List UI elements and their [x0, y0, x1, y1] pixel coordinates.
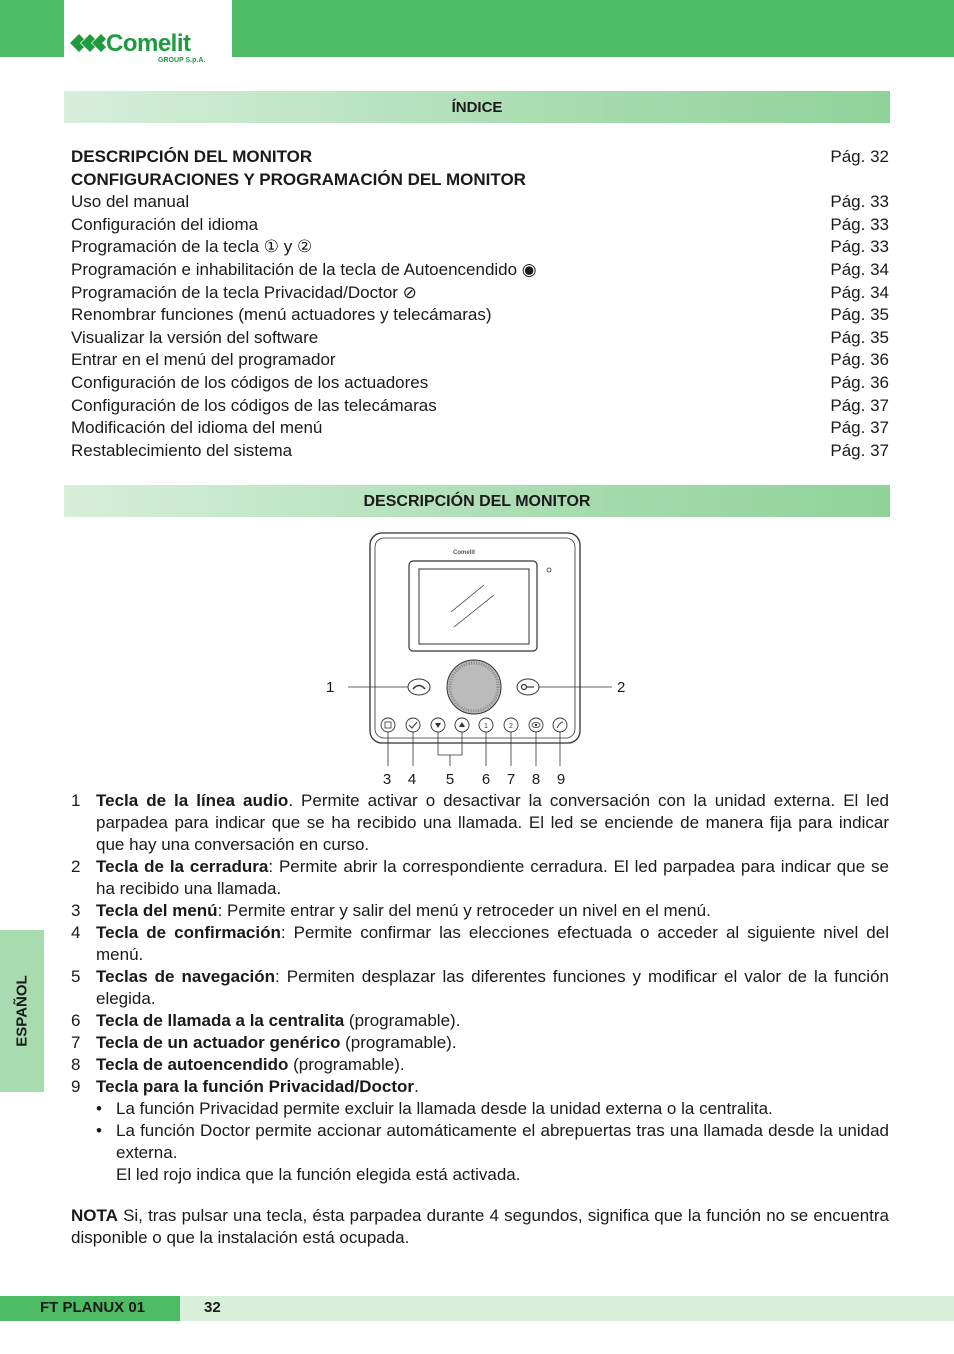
item-number: 6	[71, 1011, 81, 1030]
toc-row	[71, 349, 889, 372]
toc-title: Restablecimiento del sistema	[71, 440, 293, 460]
brand-name: Comelit	[106, 30, 191, 57]
toc-title: Programación de la tecla Privacidad/Doctor ⊘	[71, 282, 417, 302]
item-text: . Permite activar o desactivar la conversación con la unidad externa. El led parpadea para indicar que se ha recibido una llamada. El led se enciende de manera fija para indicar que hay una conversación en curso.	[96, 791, 889, 854]
monitor-diagram	[320, 530, 640, 790]
list-item	[71, 900, 889, 922]
toc-page: Pág. 36	[830, 372, 889, 392]
screen-frame	[409, 561, 537, 651]
toc-page: Pág. 33	[830, 214, 889, 234]
privacy-key	[553, 718, 567, 732]
list-item	[71, 966, 889, 1010]
list-item	[71, 1010, 889, 1032]
menu-icon	[385, 722, 391, 728]
callout-9: 9	[556, 771, 566, 788]
toc-title: Programación de la tecla ① y ②	[71, 237, 313, 257]
callout-1: 1	[326, 679, 335, 696]
toc-row	[71, 191, 889, 214]
toc-page: Pág. 35	[830, 327, 889, 347]
item-text: : Permiten desplazar las diferentes funciones y modificar el valor de la función elegida.	[96, 967, 889, 1008]
toc-page: Pág. 37	[830, 395, 889, 415]
item-text: (programable).	[340, 1033, 457, 1052]
callout-5: 5	[445, 771, 455, 788]
brand-sub: GROUP S.p.A.	[158, 57, 206, 64]
callout-6: 6	[481, 771, 491, 788]
side-tab-label: ESPAÑOL	[13, 975, 31, 1047]
led-note: El led rojo indica que la función elegida está activada.	[116, 1165, 521, 1184]
item-number: 3	[71, 901, 81, 920]
footer-bar	[0, 1296, 954, 1321]
toc-title: Renombrar funciones (menú actuadores y telecámaras)	[71, 305, 492, 325]
bullet-doctor: • La función Doctor permite accionar automáticamente el abrepuertas tras una llamada desde la unidad externa.	[96, 1121, 889, 1162]
toc-row	[71, 372, 889, 395]
comelit-logo-icon	[70, 30, 106, 56]
toc-title: Programación e inhabilitación de la tecla de Autoencendido ◉	[71, 259, 537, 279]
key-descriptions	[71, 790, 889, 1186]
item-title: Tecla de la cerradura	[96, 857, 269, 876]
toc-page: Pág. 34	[830, 259, 889, 279]
item-title: Tecla de un actuador genérico	[96, 1033, 341, 1052]
item-title: Teclas de navegación	[96, 967, 276, 986]
toc-title: Entrar en el menú del programador	[71, 350, 336, 370]
item-number: 7	[71, 1033, 81, 1052]
item-number: 8	[71, 1055, 81, 1074]
document-code: FT PLANUX 01	[40, 1299, 146, 1316]
callout-2: 2	[617, 679, 626, 696]
toc-title: CONFIGURACIONES Y PROGRAMACIÓN DEL MONITOR	[71, 169, 526, 189]
check-icon	[409, 722, 417, 728]
toc-page: Pág. 34	[830, 282, 889, 302]
index-section-bar	[64, 91, 890, 123]
svg-text:1: 1	[484, 723, 488, 730]
bullet-privacy: • La función Privacidad permite excluir la llamada desde la unidad externa o la centralita.	[96, 1099, 773, 1118]
toc-title: Configuración de los códigos de los actuadores	[71, 372, 429, 392]
list-item	[71, 1054, 889, 1076]
speaker-grille	[447, 660, 501, 714]
item-text: .	[414, 1077, 419, 1096]
item-title: Tecla de autoencendido	[96, 1055, 289, 1074]
monitor-section-bar	[64, 485, 890, 517]
toc-title: Visualizar la versión del software	[71, 327, 319, 347]
svg-text:2: 2	[509, 723, 513, 730]
device-brand: Comelit	[453, 550, 476, 556]
toc-row	[71, 395, 889, 418]
item-number: 1	[71, 791, 81, 810]
toc-page: Pág. 32	[830, 147, 889, 166]
logo	[64, 0, 232, 68]
item-title: Tecla para la función Privacidad/Doctor	[96, 1077, 415, 1096]
monitor-section-title: DESCRIPCIÓN DEL MONITOR	[363, 493, 591, 510]
toc-title: Modificación del idioma del menú	[71, 418, 323, 438]
list-item	[71, 1032, 889, 1054]
item-number: 9	[71, 1077, 81, 1096]
toc-page: Pág. 37	[830, 418, 889, 438]
item-title: Tecla del menú	[96, 901, 218, 920]
doctor-icon	[557, 722, 563, 728]
language-side-tab	[0, 930, 44, 1092]
list-item	[71, 856, 889, 900]
audio-line-key	[408, 679, 430, 695]
item-text: : Permite abrir la correspondiente cerradura. El led parpadea para indicar que se ha recibido una llamada.	[96, 857, 889, 898]
callout-4: 4	[407, 771, 417, 788]
list-item	[71, 790, 889, 856]
screen	[419, 569, 529, 644]
toc-row	[71, 304, 889, 327]
item-text: (programable).	[344, 1011, 461, 1030]
toc-row	[71, 146, 889, 169]
toc-title: DESCRIPCIÓN DEL MONITOR	[71, 147, 313, 166]
menu-key	[381, 718, 395, 732]
index-title: ÍNDICE	[451, 99, 503, 116]
callout-7: 7	[506, 771, 516, 788]
toc-page: Pág. 33	[830, 237, 889, 257]
item-number: 2	[71, 857, 81, 876]
note-label: NOTA	[71, 1206, 118, 1225]
item-title: Tecla de confirmación	[96, 923, 281, 942]
note-text: Si, tras pulsar una tecla, ésta parpadea durante 4 segundos, significa que la función no se encuentra disponible o que la instalación está ocupada.	[71, 1206, 889, 1247]
callout-3: 3	[382, 771, 392, 788]
callout-8: 8	[531, 771, 541, 788]
toc-row	[71, 417, 889, 440]
list-item	[71, 922, 889, 966]
toc-row	[71, 236, 889, 259]
list-item	[71, 1076, 889, 1098]
item-number: 5	[71, 967, 81, 986]
toc-page: Pág. 33	[830, 192, 889, 212]
item-text: : Permite entrar y salir del menú y retroceder un nivel en el menú.	[217, 901, 711, 920]
item-title: Tecla de la línea audio	[96, 791, 289, 810]
page-number: 32	[204, 1299, 221, 1316]
toc-page: Pág. 36	[830, 350, 889, 370]
table-of-contents	[71, 146, 889, 462]
toc-page: Pág. 35	[830, 305, 889, 325]
toc-row	[71, 440, 889, 463]
arrow-up-icon	[459, 722, 465, 727]
toc-title: Configuración de los códigos de las telecámaras	[71, 395, 437, 415]
arrow-down-icon	[435, 723, 441, 728]
item-text: (programable).	[288, 1055, 405, 1074]
toc-row	[71, 282, 889, 305]
toc-title: Configuración del idioma	[71, 214, 259, 234]
toc-row	[71, 327, 889, 350]
item-number: 4	[71, 923, 81, 942]
note-paragraph	[71, 1205, 889, 1249]
item-title: Tecla de llamada a la centralita	[96, 1011, 345, 1030]
toc-title: Uso del manual	[71, 192, 190, 212]
handset-icon	[413, 686, 425, 690]
item-text: : Permite confirmar las elecciones efectuada o acceder al siguiente nivel del menú.	[96, 923, 889, 964]
toc-row	[71, 259, 889, 282]
toc-row	[71, 214, 889, 237]
key-icon	[522, 685, 527, 690]
toc-row	[71, 169, 889, 192]
toc-page: Pág. 37	[830, 440, 889, 460]
confirm-key	[406, 718, 420, 732]
